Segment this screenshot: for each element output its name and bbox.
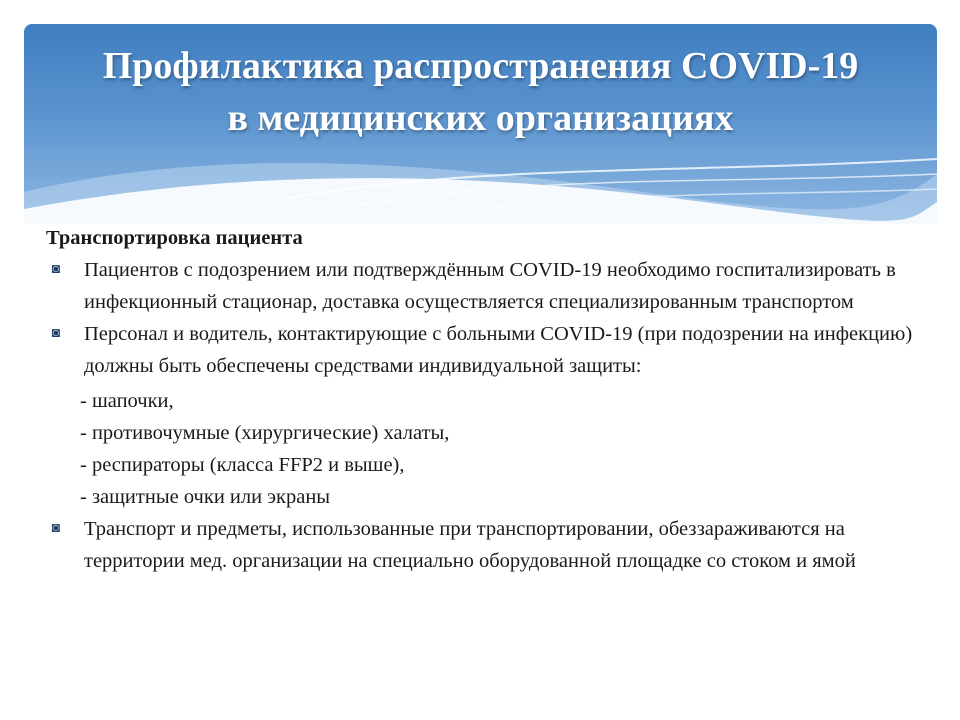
title-line-2: в медицинских организациях <box>227 97 734 139</box>
square-bullet-icon: ◙ <box>51 521 61 536</box>
bullet-item <box>46 318 926 382</box>
square-bullet-icon: ◙ <box>51 262 61 277</box>
bullet-text: Пациентов с подозрением или подтверждённым COVID-19 необходимо госпитализировать в инфекционный стационар, доставка осуществляется специализированным транспортом <box>84 259 896 313</box>
page-title <box>24 40 937 144</box>
sub-list-item: - респираторы (класса FFP2 и выше), <box>80 454 405 476</box>
bullet-item <box>46 513 926 577</box>
section-subheading: Транспортировка пациента <box>46 227 303 249</box>
bullet-text: Транспорт и предметы, использованные при транспортировании, обеззараживаются на территории мед. организации на специально оборудованной площадке со стоком и ямой <box>84 518 856 572</box>
sub-list-item: - защитные очки или экраны <box>80 486 331 508</box>
bullet-item <box>46 254 926 318</box>
sub-list-item: - шапочки, <box>80 390 174 412</box>
bullet-text: Персонал и водитель, контактирующие с больными COVID-19 (при подозрении на инфекцию) должны быть обеспечены средствами индивидуальной защиты: <box>84 323 913 377</box>
content-body <box>46 222 926 577</box>
sub-list-item: - противочумные (хирургические) халаты, <box>80 422 450 444</box>
square-bullet-icon: ◙ <box>51 326 61 341</box>
title-line-1: Профилактика распространения COVID-19 <box>102 45 859 87</box>
